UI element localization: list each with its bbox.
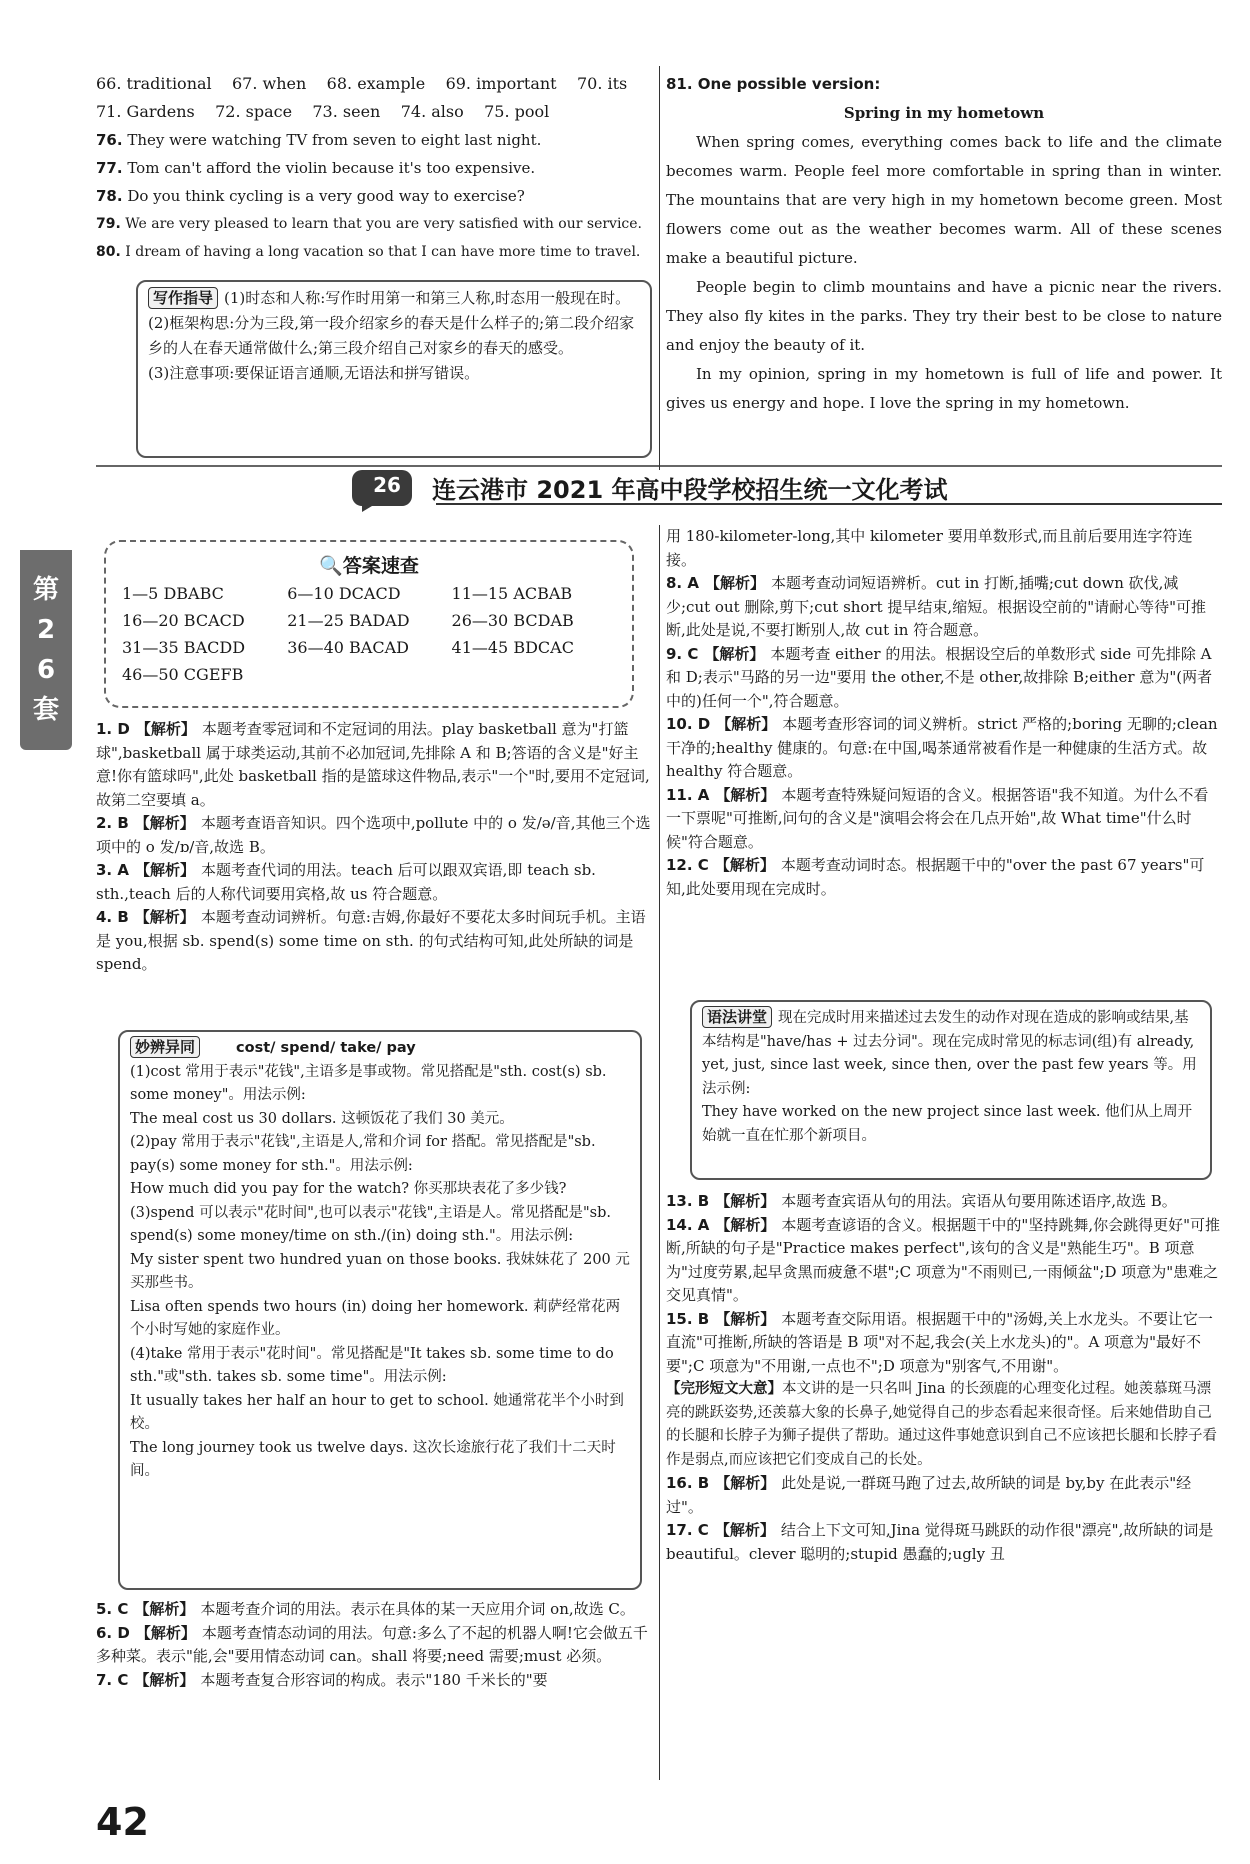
answer-cell: 31—35 BACDD [122,638,246,657]
table-row [122,607,616,634]
essay-paragraph-3: In my opinion, spring in my hometown is full of life and power. It gives us energy and hope. I love the spring in my hometown. [666,365,1222,412]
wanxing-summary: 【完形短文大意】本文讲的是一只名叫 Jina 的长颈鹿的心理变化过程。她羡慕斑马漂亮的跳跃姿势,还羡慕大象的长鼻子,她觉得自己的步态看起来很奇怪。后来她借助自己的长腿和长脖子为狮子提供了帮助。通过这件事她意识到自己不应该把长腿和长脖子看作是弱点,而应该把它们变成自己的长处。 [666,1381,1217,1468]
explanation-11: 11. A 【解析】 本题考查特殊疑问短语的含义。根据答语"我不知道。为什么不看一下票呢"可推断,问句的含义是"演唱会将会在几点开始",故 What time"什么时候"符合题意。 [666,785,1209,851]
answer-72: 72. space [215,102,293,121]
answer-cell: 11—15 ACBAB [451,584,573,603]
answer-71: 71. Gardens [96,102,195,121]
miaobian-line: (1)cost 常用于表示"花钱",主语多是事或物。常见搭配是"sth. cost(s) sb. some money"。用法示例: [130,1063,607,1103]
answer-77: 77. Tom can't afford the violin because it's too expensive. [96,159,536,177]
page-number: 42 [96,1800,149,1844]
answer-80: 80. I dream of having a long vacation so that I can have more time to travel. [96,244,641,260]
answer-quick-check [104,540,634,708]
left-explanations [96,718,652,977]
explanation-13: 13. B 【解析】 本题考查宾语从句的用法。宾语从句要用陈述语序,故选 B。 [666,1192,1177,1210]
column-divider-top [659,66,660,470]
table-row [122,580,616,607]
writing-guide-line-1: (1)时态和人称:写作时用第一和第三人称,时态用一般现在时。 [224,289,631,307]
explanation-12: 12. C 【解析】 本题考查动词时态。根据题干中的"over the past 67 years"可知,此处要用现在完成时。 [666,856,1205,898]
answer-78: 78. Do you think cycling is a very good way to exercise? [96,187,525,205]
side-tab [20,550,72,750]
miaobian-line: (4)take 常用于表示"花时间"。常见搭配是"It takes sb. some time to do sth."或"sth. takes sb. some time"。用法示例: [130,1345,614,1385]
explanation-10: 10. D 【解析】 本题考查形容词的词义辨析。strict 严格的;boring 无聊的;clean 干净的;healthy 健康的。句意:在中国,喝茶通常被看作是一种健康的生活方式。故 healthy 符合题意。 [666,715,1218,780]
model-essay [666,70,1222,418]
answer-74: 74. also [400,102,464,121]
side-tab-text: 第26套 [32,575,59,725]
answer-73: 73. seen [312,102,381,121]
right-explanations-2 [666,1190,1222,1566]
column-divider-bottom [659,525,660,1780]
answer-cell: 21—25 BADAD [287,611,410,630]
explanation-17: 17. C 【解析】 结合上下文可知,Jina 觉得斑马跳跃的动作很"漂亮",故所缺的词是 beautiful。clever 聪明的;stupid 愚蠢的;ugly 丑 [666,1521,1214,1563]
answer-cell: 1—5 DBABC [122,584,224,603]
answer-cell: 6—10 DCACD [287,584,401,603]
miaobian-line: My sister spent two hundred yuan on those books. 我妹妹花了 200 元买那些书。 [130,1251,630,1291]
answer-68: 68. example [326,74,426,93]
miaobian-line: Lisa often spends two hours (in) doing her homework. 莉萨经常花两个小时写她的家庭作业。 [130,1298,621,1338]
table-row [122,661,616,688]
explanation-3: 3. A 【解析】 本题考查代词的用法。teach 后可以跟双宾语,即 teach sb. sth.,teach 后的人称代词要用宾格,故 us 符合题意。 [96,861,596,903]
explanation-15: 15. B 【解析】 本题考查交际用语。根据题干中的"汤姆,关上水龙头。不要让它一直流"可推断,所缺的答语是 B 项"对不起,我会(关上水龙头)的"。A 项意为"最好不要";C 项意为"不用谢,一点也不";D 项意为"别客气,不用谢"。 [666,1309,1213,1375]
writing-guide-line-2: (2)框架构思:分为三段,第一段介绍家乡的春天是什么样子的;第二段介绍家乡的人在春天通常做什么;第三段介绍自己对家乡的春天的感受。 [148,314,635,357]
miaobian-line: It usually takes her half an hour to get to school. 她通常花半个小时到校。 [130,1392,624,1432]
miaobian-line: How much did you pay for the watch? 你买那块表花了多少钱? [130,1181,567,1197]
yufa-box [690,1000,1212,1180]
answer-row-71 [96,98,652,126]
explanation-9: 9. C 【解析】 本题考查 either 的用法。根据设空后的单数形式 side 可先排除 A 和 D;表示"马路的另一边"要用 the other,不是 other,故排除 B;either 意为"(两者中的)任何一个",符合题意。 [666,644,1213,710]
miaobian-line: (3)spend 可以表示"花时间",也可以表示"花钱",主语是人。常见搭配是"sb. spend(s) some money/time on sth./(in) doing sth."。用法示例: [130,1204,611,1244]
section-title: 连云港市 2021 年高中段学校招生统一文化考试 [432,476,948,504]
table-row [122,634,616,661]
essay-paragraph-1: When spring comes, everything comes back to life and the climate becomes warm. People feel more comfortable in spring than in winter. The mountains that are very high in my hometown become green. Most flowers come out as the weather becomes warm. All of these scenes make a beautiful picture. [666,133,1222,267]
writing-guide-tag: 写作指导 [148,287,218,309]
writing-guide-line-3: (3)注意事项:要保证语言通顺,无语法和拼写错误。 [148,364,480,382]
answer-cell: 36—40 BACAD [287,638,409,657]
answer-cell: 16—20 BCACD [122,611,245,630]
answer-70: 70. its [576,74,628,93]
answer-67: 67. when [232,74,307,93]
right-explanations [666,525,1222,901]
yufa-tag: 语法讲堂 [702,1006,772,1028]
miaobian-tag: 妙辨异同 [130,1036,200,1058]
miaobian-line: The long journey took us twelve days. 这次长途旅行花了我们十二天时间。 [130,1439,616,1479]
answers-header [122,552,616,580]
miaobian-box [118,1030,642,1590]
essay-title: Spring in my hometown [843,104,1045,122]
yufa-line-2: They have worked on the new project since last week. 他们从上周开始就一直在忙那个新项目。 [702,1104,1193,1144]
yufa-line-1: 现在完成时用来描述过去发生的动作对现在造成的影响或结果,基本结构是"have/has + 过去分词"。现在完成时常见的标志词(组)有 already, yet, just, since last week, since then, over the past few years 等。用法示例: [702,1010,1197,1097]
top-answers [96,70,652,266]
search-icon: 🔍 [319,555,343,577]
explanation-4: 4. B 【解析】 本题考查动词辨析。句意:吉姆,你最好不要花太多时间玩手机。主语是 you,根据 sb. spend(s) some time on sth. 的句式结构可知,此处所缺的词是 spend。 [96,908,646,973]
miaobian-head: cost/ spend/ take/ pay [236,1040,416,1056]
essay-paragraph-2: People begin to climb mountains and have a picnic near the rivers. They also fly kites in the parks. They try their best to be close to nature and enjoy the beauty of it. [666,278,1222,354]
answer-row-66 [96,70,652,98]
explanation-5: 5. C 【解析】 本题考查介词的用法。表示在具体的某一天应用介词 on,故选 C。 [96,1600,635,1618]
explanation-14: 14. A 【解析】 本题考查谚语的含义。根据题干中的"坚持跳舞,你会跳得更好"可推断,所缺的句子是"Practice makes perfect",该句的含义是"熟能生巧"。B 项意为"过度劳累,起早贪黑而疲惫不堪";C 项意为"不雨则已,一雨倾盆";D 项意为"患难之交见真情"。 [666,1215,1220,1304]
miaobian-line: (2)pay 常用于表示"花钱",主语是人,常和介词 for 搭配。常见搭配是"sb. pay(s) some money for sth."。用法示例: [130,1134,596,1174]
essay-label: 81. One possible version: [666,75,881,93]
answer-cell: 26—30 BCDAB [451,611,574,630]
answer-cell: 41—45 BDCAC [451,638,574,657]
answers-title: 答案速查 [342,555,419,577]
explanation-7-cont: 用 180-kilometer-long,其中 kilometer 要用单数形式,而且前后要用连字符连接。 [666,527,1193,569]
explanation-7: 7. C 【解析】 本题考查复合形容词的构成。表示"180 千米长的"要 [96,1670,548,1689]
answer-76: 76. They were watching TV from seven to eight last night. [96,131,542,149]
left-explanations-2 [96,1598,652,1692]
answer-75: 75. pool [484,102,550,121]
answer-66: 66. traditional [96,74,212,93]
answer-69: 69. important [445,74,557,93]
answer-cell: 46—50 CGEFB [122,665,244,684]
miaobian-line: The meal cost us 30 dollars. 这顿饭花了我们 30 美元。 [130,1110,514,1127]
explanation-16: 16. B 【解析】 此处是说,一群斑马跑了过去,故所缺的词是 by,by 在此表示"经过"。 [666,1474,1192,1516]
explanation-2: 2. B 【解析】 本题考查语音知识。四个选项中,pollute 中的 o 发/ə/音,其他三个选项中的 o 发/ɒ/音,故选 B。 [96,814,651,856]
answer-79: 79. We are very pleased to learn that you are very satisfied with our service. [96,216,643,232]
explanation-1: 1. D 【解析】 本题考查零冠词和不定冠词的用法。play basketball 意为"打篮球",basketball 属于球类运动,其前不必加冠词,先排除 A 和 B;答语的含义是"好主意!你有篮球吗",此处 basketball 指的是篮球这件物品,表示"一个"时,要用不定冠词,故第二空要填 a。 [96,720,650,809]
section-number: 26 [373,473,401,497]
explanation-6: 6. D 【解析】 本题考查情态动词的用法。句意:多么了不起的机器人啊!它会做五千多种菜。表示"能,会"要用情态动词 can。shall 将要;need 需要;must 必须。 [96,1623,648,1665]
explanation-8: 8. A 【解析】 本题考查动词短语辨析。cut in 打断,插嘴;cut down 砍伐,减少;cut out 删除,剪下;cut short 提早结束,缩短。根据设空前的"请耐心等待"可推断,此处是说,不要打断别人,故 cut in 符合题意。 [666,574,1207,639]
answers-table [122,580,616,688]
writing-guide-box [136,280,652,458]
